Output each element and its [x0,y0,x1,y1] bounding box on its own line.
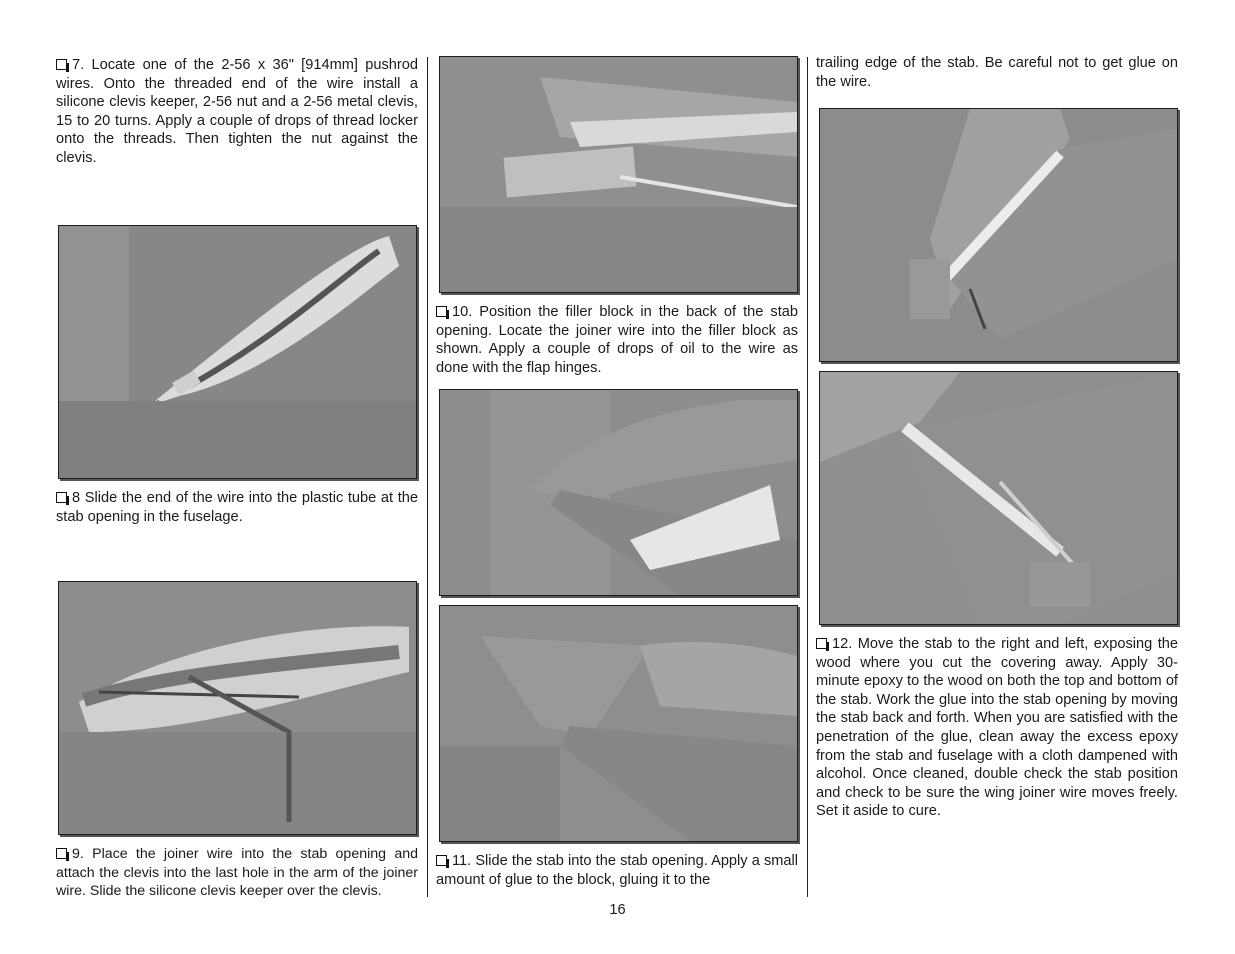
step-11-text [436,852,798,889]
step-11-continued-text [816,54,1178,91]
step-7-body: 7. Locate one of the 2-56 x 36" [914mm] pushrod wires. Onto the threaded end of the wire install a silicone clevis keeper, 2-56 nut and a 2-56 metal clevis, 15 to 20 turns. Apply a couple of drops of thread locker onto the threads. Then tighten the nut against the clevis. [56,57,418,166]
step-11-continued-body: trailing edge of the stab. Be careful not to get glue on the wire. [816,55,1178,90]
step-7-text [56,56,418,168]
column-divider-right [807,57,808,897]
photo-step-9-joiner-wire [58,581,417,835]
checkbox-icon [436,855,447,866]
photo-step-12-stab-top [819,108,1178,362]
step-10-text [436,303,798,377]
checkbox-icon [436,306,447,317]
photo-step-11-stab-glued [439,605,798,842]
page-number: 16 [609,902,626,918]
step-11-body: 11. Slide the stab into the stab opening. Apply a small amount of glue to the block, gluing it to the [436,853,798,888]
step-12-text [816,635,1178,821]
step-9-text [56,845,418,901]
column-divider-left [427,57,428,897]
checkbox-icon [56,848,67,859]
step-12-body: 12. Move the stab to the right and left, exposing the wood where you cut the covering away. Apply 30-minute epoxy to the wood on both the top and bottom of the stab. Work the glue into the stab opening by moving the stab back and forth. When you are satisfied with the penetration of the glue, clean away the excess epoxy from the stab and fuselage with a cloth dampened with alcohol. Once cleaned, double check the stab position and check to be sure the wing joiner wire moves freely. Set it aside to cure. [816,636,1178,820]
photo-step-11-stab-insert [439,389,798,596]
checkbox-icon [816,638,827,649]
photo-step-12-stab-bottom [819,371,1178,625]
step-10-body: 10. Position the filler block in the back of the stab opening. Locate the joiner wire into the filler block as shown. Apply a couple of drops of oil to the wire as done with the flap hinges. [436,304,798,376]
step-9-body: 9. Place the joiner wire into the stab opening and attach the clevis into the last hole in the arm of the joiner wire. Slide the silicone clevis keeper over the clevis. [56,846,418,900]
checkbox-icon [56,492,67,503]
photo-step-7-fuselage-opening [58,225,417,479]
photo-step-10-filler-block [439,56,798,293]
step-8-text [56,489,418,526]
checkbox-icon [56,59,67,70]
step-8-body: 8 Slide the end of the wire into the plastic tube at the stab opening in the fuselage. [56,490,418,525]
